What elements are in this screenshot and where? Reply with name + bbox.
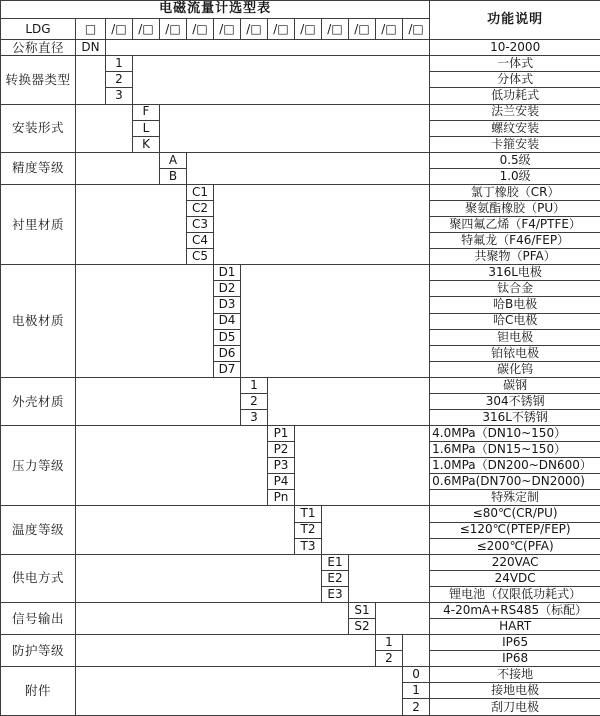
slash-code-box-cell: /□ [268, 19, 295, 40]
option-code-cell: C3 [187, 217, 214, 233]
option-code-cell: D4 [214, 313, 241, 329]
option-description-cell: 0.5级 [430, 152, 600, 168]
option-code-cell: E1 [322, 554, 349, 570]
slash-code-box-cell: /□ [349, 19, 376, 40]
option-description-cell: 氯丁橡胶（CR） [430, 184, 600, 200]
option-code-cell: C1 [187, 184, 214, 200]
option-code-cell: DN [76, 40, 106, 56]
slash-code-box-cell: /□ [241, 19, 268, 40]
left-spacer-cell [76, 667, 403, 716]
option-description-cell: ≤200℃(PFA) [430, 538, 600, 554]
option-description-cell: 一体式 [430, 56, 600, 72]
option-code-cell: 0 [403, 667, 430, 683]
slash-code-box-cell: /□ [106, 19, 133, 40]
option-description-cell: 哈B电极 [430, 297, 600, 313]
right-spacer-cell [403, 635, 430, 667]
category-label: 供电方式 [1, 554, 76, 602]
option-row [1, 554, 600, 570]
option-description-cell: IP65 [430, 635, 600, 651]
option-code-cell: T2 [295, 522, 322, 538]
code-box-cell: □ [76, 19, 106, 40]
option-code-cell: 1 [241, 377, 268, 393]
option-description-cell: 特殊定制 [430, 490, 600, 506]
slash-code-box-cell: /□ [160, 19, 187, 40]
option-description-cell: 1.0MPa（DN200~DN600） [430, 458, 600, 474]
option-code-cell: 3 [241, 410, 268, 426]
option-description-cell: 1.0级 [430, 168, 600, 184]
option-description-cell: 哈C电极 [430, 313, 600, 329]
left-spacer-cell [76, 506, 295, 554]
right-spacer-cell [322, 506, 430, 554]
option-code-cell: D1 [214, 265, 241, 281]
category-label: 转换器类型 [1, 56, 76, 104]
option-description-cell: 钛合金 [430, 281, 600, 297]
option-description-cell: 共聚物（PFA） [430, 249, 600, 265]
option-code-cell: 1 [403, 683, 430, 699]
option-code-cell: 2 [106, 72, 133, 88]
option-code-cell: 1 [376, 635, 403, 651]
option-description-cell: 1.6MPa（DN15~150） [430, 442, 600, 458]
option-description-cell: 聚四氟乙烯（F4/PTFE） [430, 217, 600, 233]
option-description-cell: 螺纹安装 [430, 120, 600, 136]
header-row [1, 1, 600, 19]
right-spacer-cell [268, 377, 430, 425]
option-description-cell: 316L电极 [430, 265, 600, 281]
option-description-cell: 卡箍安装 [430, 136, 600, 152]
option-description-cell: HART [430, 619, 600, 635]
option-code-cell: E3 [322, 586, 349, 602]
option-description-cell: 不接地 [430, 667, 600, 683]
option-code-cell: 2 [241, 393, 268, 409]
option-description-cell: IP68 [430, 651, 600, 667]
option-description-cell: ≤80℃(CR/PU) [430, 506, 600, 522]
option-code-cell: D5 [214, 329, 241, 345]
option-description-cell: 0.6MPa(DN700~DN2000) [430, 474, 600, 490]
option-code-cell: C4 [187, 233, 214, 249]
left-spacer-cell [76, 554, 322, 602]
option-code-cell: T1 [295, 506, 322, 522]
option-code-cell: S1 [349, 602, 376, 618]
right-spacer-cell [241, 265, 430, 378]
left-spacer-cell [76, 377, 241, 425]
slash-code-box-cell: /□ [187, 19, 214, 40]
option-code-cell: F [133, 104, 160, 120]
option-description-cell: 刮刀电极 [430, 699, 600, 716]
option-code-cell: B [160, 168, 187, 184]
option-code-cell: 1 [106, 56, 133, 72]
slash-code-box-cell: /□ [322, 19, 349, 40]
option-description-cell: 特氟龙（F46/FEP） [430, 233, 600, 249]
option-row [1, 265, 600, 281]
option-code-cell: C2 [187, 200, 214, 216]
option-row [1, 40, 600, 56]
option-description-cell: ≤120℃(PTEP/FEP) [430, 522, 600, 538]
option-code-cell: D3 [214, 297, 241, 313]
option-code-cell: K [133, 136, 160, 152]
right-spacer-cell [106, 40, 430, 56]
option-code-cell: Pn [268, 490, 295, 506]
option-row [1, 152, 600, 168]
left-spacer-cell [76, 602, 349, 634]
right-spacer-cell [133, 56, 430, 104]
category-label: 安装形式 [1, 104, 76, 152]
option-description-cell: 316L不锈钢 [430, 410, 600, 426]
option-row [1, 104, 600, 120]
right-spacer-cell [187, 152, 430, 184]
option-code-cell: A [160, 152, 187, 168]
option-code-cell: D7 [214, 361, 241, 377]
option-description-cell: 法兰安装 [430, 104, 600, 120]
option-code-cell: S2 [349, 619, 376, 635]
category-label: 外壳材质 [1, 377, 76, 425]
option-code-cell: T3 [295, 538, 322, 554]
option-code-cell: D6 [214, 345, 241, 361]
option-code-cell: P3 [268, 458, 295, 474]
left-spacer-cell [76, 152, 160, 184]
model-prefix-label: LDG [1, 19, 76, 40]
category-label: 衬里材质 [1, 184, 76, 264]
option-row [1, 506, 600, 522]
category-label: 电极材质 [1, 265, 76, 378]
option-description-cell: 聚氨酯橡胶（PU） [430, 200, 600, 216]
option-description-cell: 220VAC [430, 554, 600, 570]
option-code-cell: P1 [268, 426, 295, 442]
table-title: 电磁流量计选型表 [1, 1, 430, 19]
option-code-cell: E2 [322, 570, 349, 586]
option-row [1, 56, 600, 72]
slash-code-box-cell: /□ [214, 19, 241, 40]
option-row [1, 184, 600, 200]
option-row [1, 377, 600, 393]
option-code-cell: 2 [376, 651, 403, 667]
option-description-cell: 低功耗式 [430, 88, 600, 104]
category-label: 压力等级 [1, 426, 76, 506]
option-code-cell: C5 [187, 249, 214, 265]
left-spacer-cell [76, 426, 268, 506]
right-spacer-cell [160, 104, 430, 152]
option-code-cell: P4 [268, 474, 295, 490]
slash-code-box-cell: /□ [403, 19, 430, 40]
option-description-cell: 分体式 [430, 72, 600, 88]
category-label: 温度等级 [1, 506, 76, 554]
left-spacer-cell [76, 265, 214, 378]
option-code-cell: 2 [403, 699, 430, 716]
option-row [1, 426, 600, 442]
right-spacer-cell [214, 184, 430, 264]
left-spacer-cell [76, 184, 187, 264]
option-description-cell: 4-20mA+RS485（标配） [430, 602, 600, 618]
option-code-cell: L [133, 120, 160, 136]
option-description-cell: 锂电池（仅限低功耗式） [430, 586, 600, 602]
option-description-cell: 钽电极 [430, 329, 600, 345]
option-code-cell: 3 [106, 88, 133, 104]
category-label: 精度等级 [1, 152, 76, 184]
option-description-cell: 铂铱电极 [430, 345, 600, 361]
slash-code-box-cell: /□ [376, 19, 403, 40]
option-description-cell: 碳化钨 [430, 361, 600, 377]
category-label: 信号输出 [1, 602, 76, 634]
option-description-cell: 碳钢 [430, 377, 600, 393]
option-description-cell: 4.0MPa（DN10~150） [430, 426, 600, 442]
option-row [1, 635, 600, 651]
option-description-cell: 接地电极 [430, 683, 600, 699]
option-description-cell: 24VDC [430, 570, 600, 586]
right-spacer-cell [295, 426, 430, 506]
left-spacer-cell [76, 56, 106, 104]
category-label: 公称直径 [1, 40, 76, 56]
option-code-cell: P2 [268, 442, 295, 458]
option-description-cell: 10-2000 [430, 40, 600, 56]
function-column-header: 功能说明 [430, 1, 600, 40]
slash-code-box-cell: /□ [133, 19, 160, 40]
option-code-cell: D2 [214, 281, 241, 297]
category-label: 防护等级 [1, 635, 76, 667]
category-label: 附件 [1, 667, 76, 716]
slash-code-box-cell: /□ [295, 19, 322, 40]
left-spacer-cell [76, 104, 133, 152]
left-spacer-cell [76, 635, 376, 667]
right-spacer-cell [349, 554, 430, 602]
option-row [1, 667, 600, 683]
option-description-cell: 304不锈钢 [430, 393, 600, 409]
option-row [1, 602, 600, 618]
right-spacer-cell [376, 602, 430, 634]
